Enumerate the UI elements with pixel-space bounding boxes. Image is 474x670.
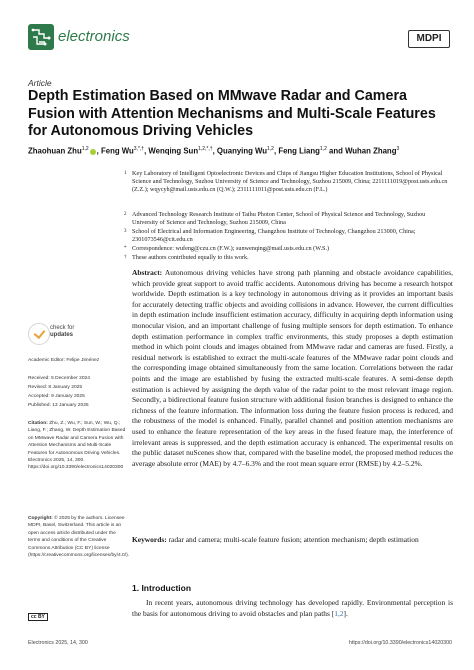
affiliation: 1 Key Laboratory of Intelligent Optoelectronic Devices and Chips of Jiangsu Higher Education Institutions, School of Physical Science and Technology, Suzhou University of Science and Technology, Suzhou 215009, China; 2211111019@post.usts.edu.cn (Z.Z.); wqycyh@mail.usts.edu.cn (Q.W.); 2311111011@post.usts.edu.cn (F.L.): [124, 170, 448, 194]
affiliation: 3 School of Electrical and Information Engineering, Changzhou Institute of Technology, Changzhou 213000, China; 2301073546@cit.edu.cn: [124, 228, 416, 244]
equal-contribution-note: † These authors contributed equally to this work.: [124, 254, 249, 261]
date-published: Published: 13 January 2025: [28, 403, 89, 408]
check-icon: [28, 323, 50, 345]
publisher-logo: MDPI: [408, 30, 450, 48]
date-accepted: Accepted: 9 January 2025: [28, 394, 85, 399]
date-revised: Revised: 8 January 2025: [28, 385, 83, 390]
article-type: Article: [28, 78, 52, 88]
copyright: Copyright: © 2025 by the authors. Licensee MDPI, Basel, Switzerland. This article is an open access article distributed under the terms and conditions of the Creative Commons Attribution (CC BY) license (https://creativecommons.org/licenses/by/4.0/).: [28, 516, 130, 559]
footer-doi-link[interactable]: https://doi.org/10.3390/electronics14020300: [348, 640, 452, 646]
author[interactable]: Zhaohuan Zhu: [28, 146, 82, 156]
footer-journal-ref: Electronics 2025, 14, 300: [28, 640, 88, 646]
academic-editor: Academic Editor: Felipe Jiménez: [28, 358, 100, 363]
affiliation: 2 Advanced Technology Research Institute of Taihu Photon Center, School of Physical Science and Technology, Suzhou University of Science and Technology, Suzhou 215009, China: [124, 211, 426, 227]
check-for-updates-button[interactable]: check for updates: [28, 323, 78, 347]
correspondence: * Correspondence: wufeng@czu.cn (F.W.); sunwenqing@mail.usts.edu.cn (W.S.): [124, 245, 330, 252]
journal-logo-icon: [28, 24, 54, 50]
paper-title: Depth Estimation Based on MMwave Radar and Camera Fusion with Attention Mechanisms and Multi-Scale Features for Autonomous Driving Vehicles: [28, 88, 436, 139]
author[interactable]: Wenqing Sun: [148, 146, 199, 156]
body-paragraph: In recent years, autonomous driving technology has developed rapidly. Environmental perception is the basis for autonomous driving to avoid obstacles and plan paths [1,2].: [132, 598, 453, 618]
section-title: 1. Introduction: [132, 583, 192, 593]
keywords: Keywords: radar and camera; multi-scale feature fusion; attention mechanism; depth estimation: [132, 535, 419, 544]
date-received: Received: 5 December 2024: [28, 376, 90, 381]
journal-name: electronics: [58, 28, 130, 45]
author[interactable]: Wuhan Zhang: [345, 146, 397, 156]
author[interactable]: Feng Wu: [101, 146, 134, 156]
abstract: Abstract: Autonomous driving vehicles have strong path planning and obstacle avoidance capabilities, which provide great support to avoid traffic accidents. Autonomous driving has become a research hotspot worldwide. Depth estimation is a key technology in autonomous driving as it provides an important basis for accurately detecting traffic objects and avoiding collisions in advance. However, the current difficulties in depth estimation include insufficient estimation accuracy, difficulty in acquiring depth information using monocular vision, and an important challenge of fusing multiple sensors for depth estimation. To enhance depth estimation performance in complex traffic environments, this study proposes a depth estimation method in which point clouds and images obtained from MMwave radar and cameras are fused. Firstly, a residual network is established to extract the multi-scale features of the MMwave radar point clouds and the corresponding image obtained simultaneously from the same location. Correlations between the radar points and the image are established by fusing the extracted multi-scale features. A semi-dense depth estimation is achieved by assigning the depth value of the radar point to the most relevant image region. Secondly, a bidirectional feature fusion structure with additional fusion branches is designed to enhance the richness of the feature information. The information loss during the feature fusion process is reduced, and the robustness of the model is enhanced. Finally, parallel channel and position attention mechanisms are used to enhance the feature representation of the key areas in the fused feature map, the interference of irrelevant areas is suppressed, and the depth estimation accuracy is enhanced. The experimental results on the public dataset nuScenes show that, compared with the baseline model, the proposed method reduces the average absolute error (MAE) by 4.7–6.3% and the root mean square error (RMSE) by 4.2–5.2%.: [132, 268, 453, 468]
cc-license-badge[interactable]: cc BY: [28, 605, 48, 623]
author[interactable]: Quanying Wu: [216, 146, 268, 156]
orcid-icon[interactable]: [90, 149, 96, 155]
citation-link[interactable]: 1,2: [334, 608, 344, 618]
author-list: Zhaohuan Zhu$^{1,2}$ , Feng $Wu^{3,*,\dagger}$, Wenqing Sun$^{1,2,*,\dagger}$, Quanying Wu$^{1,2}$, Feng Liang$^{1,2}$ and Wuhan Zhang$^3$: [28, 146, 400, 156]
author[interactable]: Feng Liang: [278, 146, 320, 156]
citation: Citation: Zhu, Z.; Wu, F.; Sun, W.; Wu, Q.; Liang, F.; Zhang, W. Depth Estimation Based on MMwave Radar and Camera Fusion with Attention Mechanisms and Multi-Scale Features for Autonomous Driving Vehicles. Electronics 2025, 14, 300. https://doi.org/10.3390/electronics14020300: [28, 421, 126, 471]
